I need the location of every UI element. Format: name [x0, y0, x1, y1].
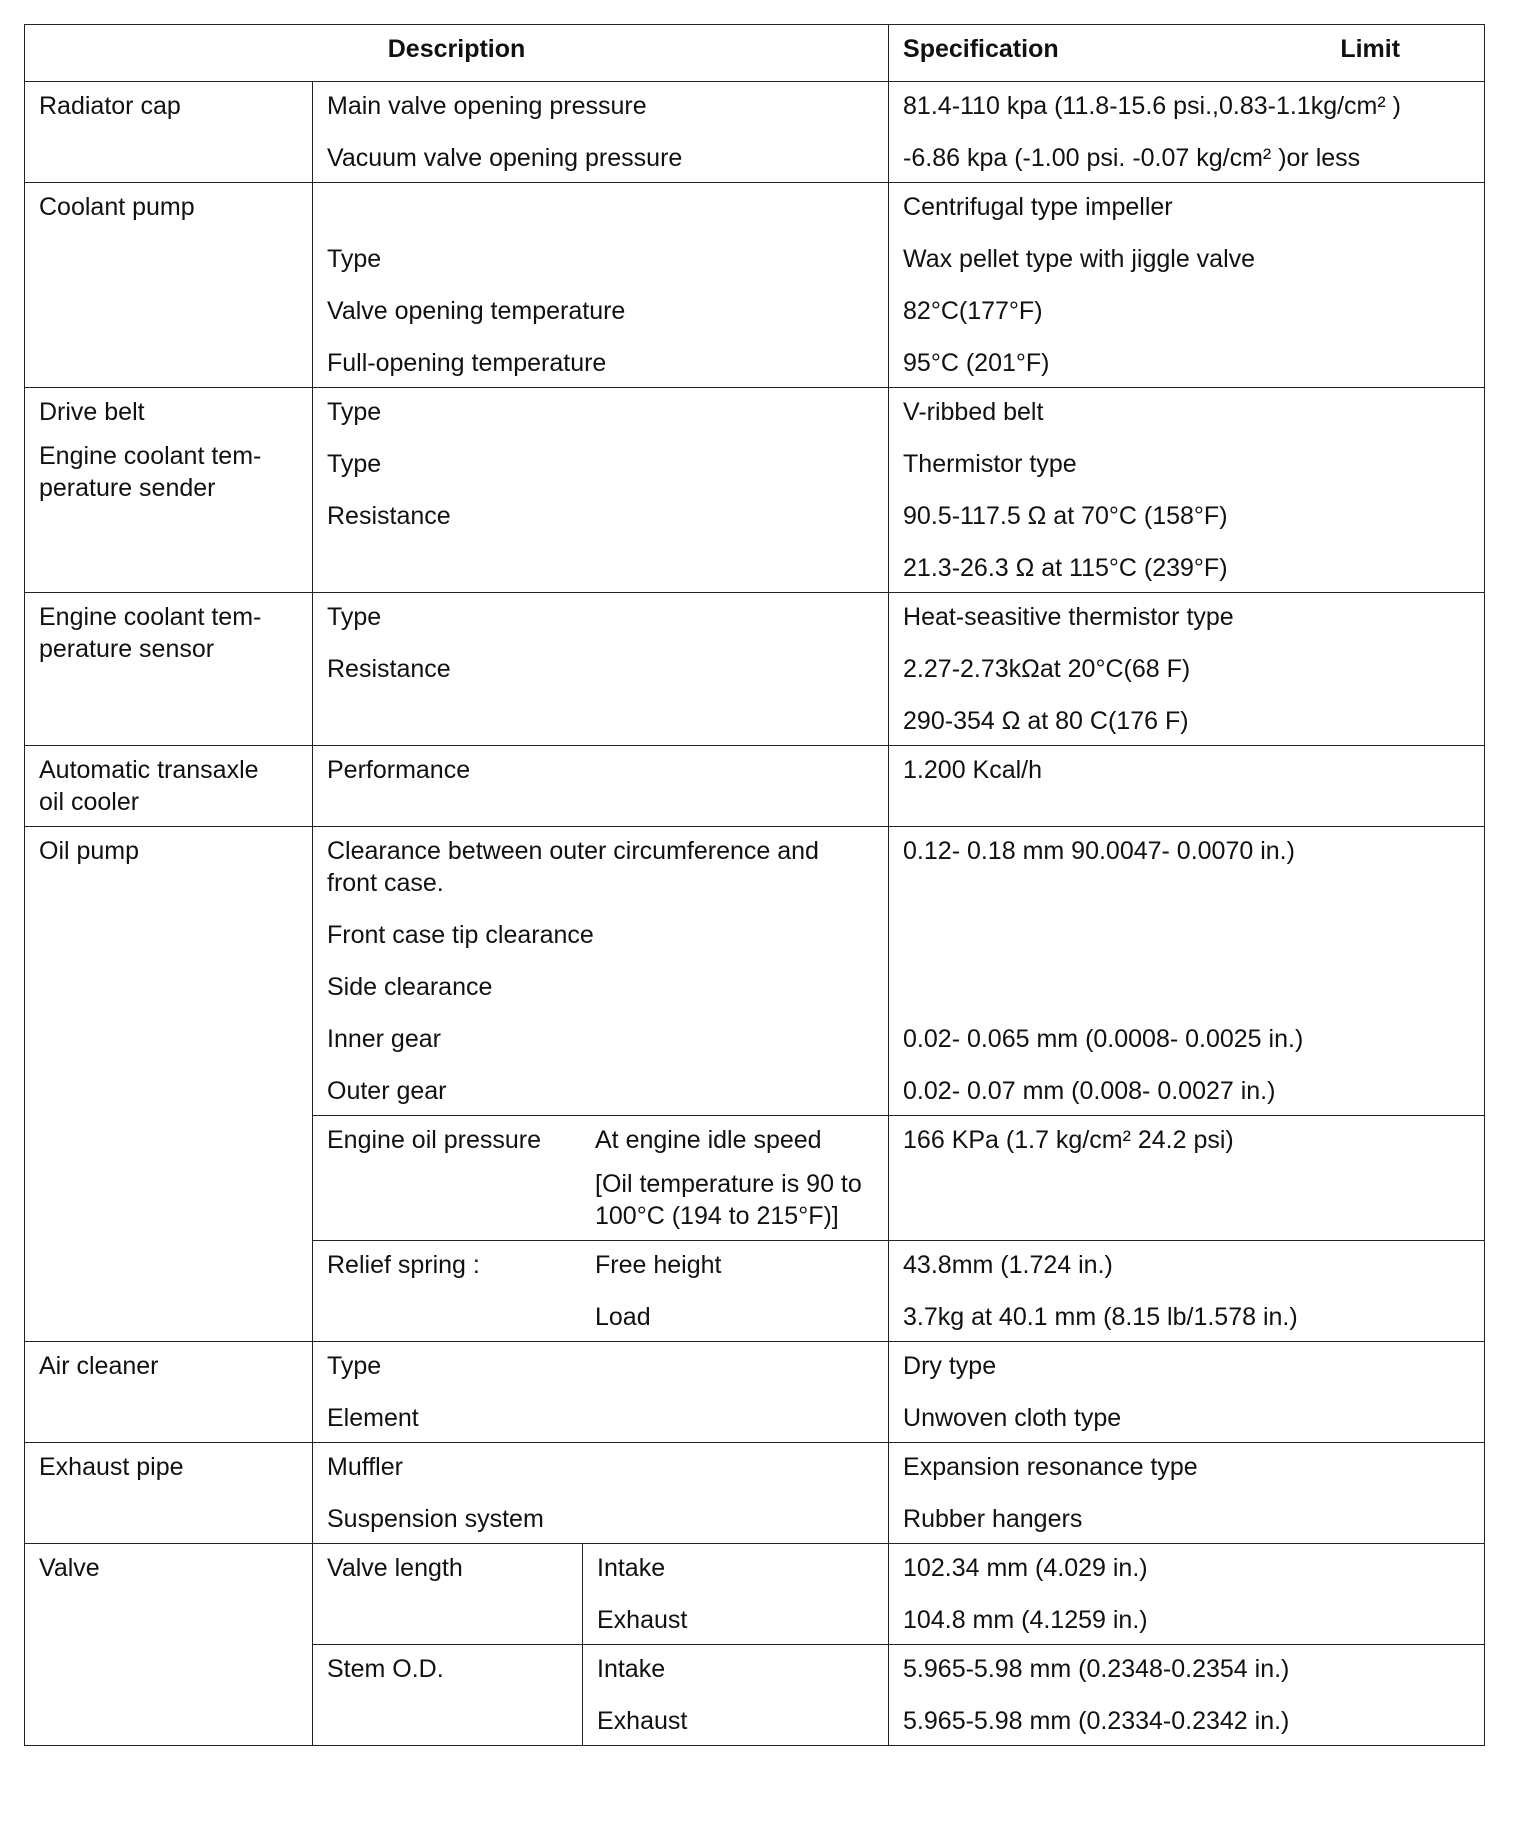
spec-cell: Dry type Unwoven cloth type — [889, 1342, 1485, 1443]
spec-cell: 0.12- 0.18 mm 90.0047- 0.0070 in.) 0.02- 0.065 mm (0.0008- 0.0025 in.) 0.02- 0.07 mm (0.008- 0.0027 in.) — [889, 827, 1485, 1116]
spec-cell: V-ribbed belt Thermistor type 90.5-117.5 Ω at 70°C (158°F) 21.3-26.3 Ω at 115°C (239°F) — [889, 388, 1485, 593]
item-cell: Type Resistance — [313, 593, 889, 746]
component-name: Drive belt Engine coolant tem-perature sender — [25, 388, 313, 593]
spec-cell: Centrifugal type impeller Wax pellet type with jiggle valve 82°C(177°F) 95°C (201°F) — [889, 183, 1485, 388]
header-description: Description — [25, 25, 889, 82]
spec-cell: Expansion resonance type Rubber hangers — [889, 1443, 1485, 1544]
table-row — [25, 746, 1485, 827]
item-cell: Valve length — [313, 1544, 583, 1645]
spec-cell: 102.34 mm (4.029 in.) 104.8 mm (4.1259 in.) — [889, 1544, 1485, 1645]
table-header-row — [25, 25, 1485, 82]
item-cell: Performance — [313, 746, 889, 827]
item-cell: Relief spring : Free height Load — [313, 1241, 889, 1342]
header-specification: Specification — [903, 35, 1059, 63]
component-name: Radiator cap — [25, 82, 313, 183]
component-name: Engine coolant tem-perature sensor — [25, 593, 313, 746]
table-row — [25, 593, 1485, 746]
component-name: Exhaust pipe — [25, 1443, 313, 1544]
cooling-system-spec-table — [24, 24, 1485, 1746]
spec-sheet — [24, 24, 1484, 1746]
spec-cell: 81.4-110 kpa (11.8-15.6 psi.,0.83-1.1kg/cm² ) -6.86 kpa (-1.00 psi. -0.07 kg/cm² )or less — [889, 82, 1485, 183]
component-name: Valve — [25, 1544, 313, 1746]
item-cell: Type Valve opening temperature Full-opening temperature — [313, 183, 889, 388]
item-cell: Clearance between outer circumference and front case. Front case tip clearance Side clearance Inner gear Outer gear — [313, 827, 889, 1116]
component-name: Automatic transaxle oil cooler — [25, 746, 313, 827]
item-cell: Muffler Suspension system — [313, 1443, 889, 1544]
table-row — [25, 183, 1485, 388]
component-name: Oil pump — [25, 827, 313, 1342]
header-spec-cell — [889, 25, 1485, 82]
table-row — [25, 82, 1485, 183]
table-row — [25, 388, 1485, 593]
table-row — [25, 1342, 1485, 1443]
table-row — [25, 1544, 1485, 1645]
table-row — [25, 827, 1485, 1116]
item-cell: Engine oil pressure At engine idle speed [Oil temperature is 90 to 100°C (194 to 215°F)] — [313, 1116, 889, 1241]
item-cell: Main valve opening pressure Vacuum valve opening pressure — [313, 82, 889, 183]
spec-cell: 5.965-5.98 mm (0.2348-0.2354 in.) 5.965-5.98 mm (0.2334-0.2342 in.) — [889, 1645, 1485, 1746]
component-name: Coolant pump — [25, 183, 313, 388]
spec-cell: 43.8mm (1.724 in.) 3.7kg at 40.1 mm (8.15 lb/1.578 in.) — [889, 1241, 1485, 1342]
subitem-cell: Intake Exhaust — [583, 1645, 889, 1746]
component-name: Air cleaner — [25, 1342, 313, 1443]
spec-cell: 1.200 Kcal/h — [889, 746, 1485, 827]
table-row — [25, 1443, 1485, 1544]
subitem-cell: Intake Exhaust — [583, 1544, 889, 1645]
header-limit: Limit — [1340, 35, 1401, 63]
spec-cell: 166 KPa (1.7 kg/cm² 24.2 psi) — [889, 1116, 1485, 1241]
spec-cell: Heat-seasitive thermistor type 2.27-2.73kΩat 20°C(68 F) 290-354 Ω at 80 C(176 F) — [889, 593, 1485, 746]
item-cell: Type Type Resistance — [313, 388, 889, 593]
item-cell: Stem O.D. — [313, 1645, 583, 1746]
item-cell: Type Element — [313, 1342, 889, 1443]
